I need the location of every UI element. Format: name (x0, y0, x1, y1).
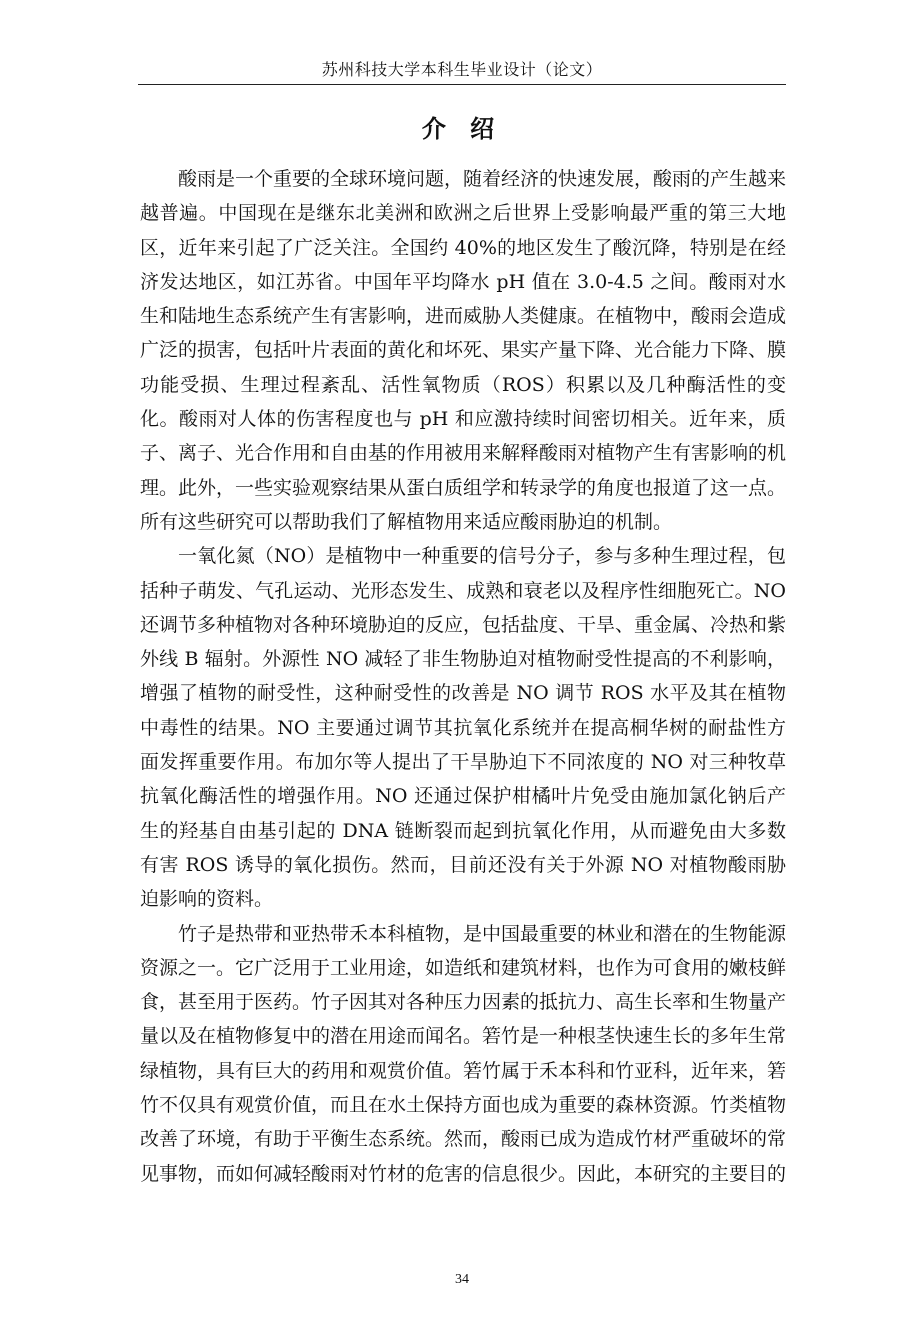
header-rule (138, 84, 786, 85)
section-title: 介 绍 (421, 115, 503, 143)
body-text (140, 162, 786, 1191)
running-header: 苏州科技大学本科生毕业设计（论文） (321, 60, 603, 79)
paragraph-nitric-oxide: 一氧化氮（NO）是植物中一种重要的信号分子，参与多种生理过程，包括种子萌发、气孔运动、光形态发生、成熟和衰老以及程序性细胞死亡。NO 还调节多种植物对各种环境胁迫的反应，包括盐度、干旱、重金属、冷热和紫外线 B 辐射。外源性 NO 减轻了非生物胁迫对植物耐受性提高的不利影响，增强了植物的耐受性，这种耐受性的改善是 NO 调节 ROS 水平及其在植物中毒性的结果。NO 主要通过调节其抗氧化系统并在提高桐华树的耐盐性方面发挥重要作用。布加尔等人提出了干旱胁迫下不同浓度的 NO 对三种牧草抗氧化酶活性的增强作用。NO 还通过保护柑橘叶片免受由施加氯化钠后产生的羟基自由基引起的 DNA 链断裂而起到抗氧化作用，从而避免由大多数有害 ROS 诱导的氧化损伤。然而，目前还没有关于外源 NO 对植物酸雨胁迫影响的资料。 (140, 545, 787, 911)
page-number: 34 (455, 1272, 469, 1287)
paragraph-bamboo: 竹子是热带和亚热带禾本科植物，是中国最重要的林业和潜在的生物能源资源之一。它广泛用于工业用途，如造纸和建筑材料，也作为可食用的嫩枝鲜食，甚至用于医药。竹子因其对各种压力因素的抵抗力、高生长率和生物量产量以及在植物修复中的潜在用途而闻名。箬竹是一种根茎快速生长的多年生常绿植物，具有巨大的药用和观赏价值。箬竹属于禾本科和竹亚科，近年来，箬竹不仅具有观赏价值，而且在水土保持方面也成为重要的森林资源。竹类植物改善了环境，有助于平衡生态系统。然而，酸雨已成为造成竹材严重破坏的常见事物，而如何减轻酸雨对竹材的危害的信息很少。因此，本研究的主要目的 (140, 922, 787, 1185)
paragraph-acid-rain: 酸雨是一个重要的全球环境问题，随着经济的快速发展，酸雨的产生越来越普遍。中国现在是继东北美洲和欧洲之后世界上受影响最严重的第三大地区，近年来引起了广泛关注。全国约 40%的地区发生了酸沉降，特别是在经济发达地区，如江苏省。中国年平均降水 pH 值在 3.0-4.5 之间。酸雨对水生和陆地生态系统产生有害影响，进而威胁人类健康。在植物中，酸雨会造成广泛的损害，包括叶片表面的黄化和坏死、果实产量下降、光合能力下降、膜功能受损、生理过程紊乱、活性氧物质（ROS）积累以及几种酶活性的变化。酸雨对人体的伤害程度也与 pH 和应激持续时间密切相关。近年来，质子、离子、光合作用和自由基的作用被用来解释酸雨对植物产生有害影响的机理。此外，一些实验观察结果从蛋白质组学和转录学的角度也报道了这一点。所有这些研究可以帮助我们了解植物用来适应酸雨胁迫的机制。 (140, 168, 787, 533)
